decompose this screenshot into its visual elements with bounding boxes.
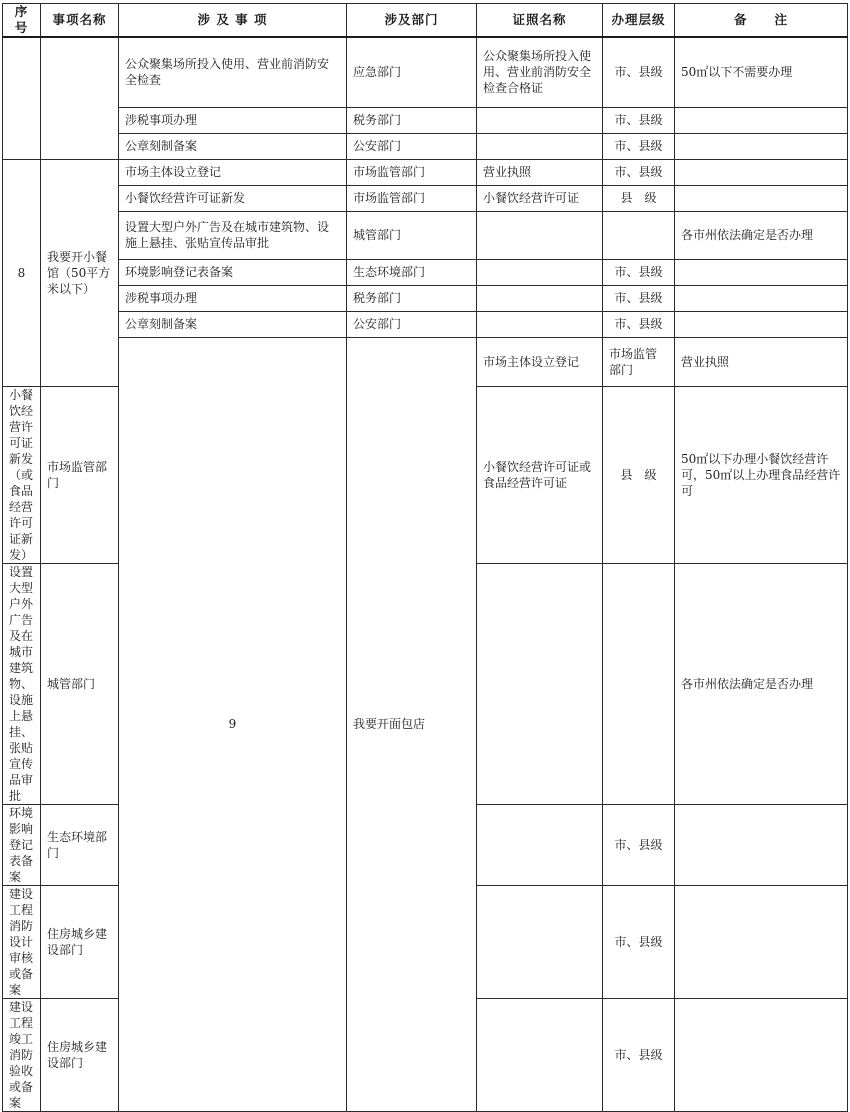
cell-cert: 小餐饮经营许可证 [477,185,603,211]
cell-cert [477,133,603,159]
cell-item: 环境影响登记表备案 [119,259,347,285]
cell-cert: 小餐饮经营许可证或食品经营许可证 [477,386,603,563]
cell-dept: 城管部门 [41,563,119,804]
table-header [3,4,848,38]
header-cert: 证照名称 [477,4,603,38]
cell-dept: 公安部门 [347,311,477,337]
cell-item: 涉税事项办理 [119,285,347,311]
cell-cert [477,885,603,998]
cell-cert [477,998,603,1111]
cell-item: 涉税事项办理 [119,107,347,133]
cell-cert [477,804,603,885]
cell-level: 县 级 [603,386,675,563]
cell-dept: 住房城乡建设部门 [41,998,119,1111]
cell-remark [675,885,848,998]
cell-level [603,211,675,259]
cell-item: 公章刻制备案 [119,311,347,337]
cell-item: 公章刻制备案 [119,133,347,159]
table-body [3,37,848,1111]
cell-remark [675,804,848,885]
cell-level: 市、县级 [603,285,675,311]
table-row [3,185,848,211]
cell-dept: 市场监管部门 [347,185,477,211]
group-index: 8 [3,159,41,386]
cell-dept: 税务部门 [347,285,477,311]
cell-dept: 城管部门 [347,211,477,259]
cell-cert: 营业执照 [477,159,603,185]
cell-cert: 公众聚集场所投入使用、营业前消防安全检查合格证 [477,37,603,107]
cell-remark: 各市州依法确定是否办理 [675,211,848,259]
table-row [3,159,848,185]
cell-dept: 应急部门 [347,37,477,107]
cell-cert [477,259,603,285]
table-row [3,211,848,259]
group-name: 我要开小餐馆（50平方米以下） [41,159,119,386]
table-row [3,285,848,311]
cell-dept: 生态环境部门 [41,804,119,885]
cell-level: 市、县级 [603,998,675,1111]
cell-level [603,563,675,804]
cell-remark [675,159,848,185]
cell-remark [675,259,848,285]
cell-cert [477,107,603,133]
cell-dept: 市场监管部门 [41,386,119,563]
cell-item: 设置大型户外广告及在城市建筑物、设施上悬挂、张贴宣传品审批 [3,563,41,804]
cell-remark [675,133,848,159]
table-row [3,337,848,386]
cell-dept: 税务部门 [347,107,477,133]
group-name [41,37,119,159]
cell-remark [675,107,848,133]
cell-level: 市、县级 [603,159,675,185]
cell-item: 建设工程竣工消防验收或备案 [3,998,41,1111]
table-row [3,133,848,159]
table-row [3,107,848,133]
table-row [3,311,848,337]
cell-item: 环境影响登记表备案 [3,804,41,885]
cell-remark: 50㎡以下不需要办理 [675,37,848,107]
group-name: 我要开面包店 [347,337,477,1111]
cell-level: 县 级 [603,185,675,211]
cell-dept: 市场监管部门 [603,337,675,386]
cell-remark: 50㎡以下办理小餐饮经营许可，50㎡以上办理食品经营许可 [675,386,848,563]
cell-cert [477,211,603,259]
cell-level: 市、县级 [603,37,675,107]
cell-level: 市、县级 [603,885,675,998]
cell-item: 小餐饮经营许可证新发（或食品经营许可证新发） [3,386,41,563]
header-name: 事项名称 [41,4,119,38]
cell-item: 公众聚集场所投入使用、营业前消防安全检查 [119,37,347,107]
cell-dept: 住房城乡建设部门 [41,885,119,998]
cell-item: 建设工程消防设计审核或备案 [3,885,41,998]
header-level: 办理层级 [603,4,675,38]
matters-table [2,3,848,1112]
cell-cert [477,285,603,311]
cell-remark [675,311,848,337]
header-idx: 序号 [3,4,41,38]
cell-cert [477,311,603,337]
header-remark: 备 注 [675,4,848,38]
cell-level: 市、县级 [603,311,675,337]
cell-level: 市、县级 [603,133,675,159]
cell-dept: 生态环境部门 [347,259,477,285]
table-row [3,37,848,107]
header-item: 涉 及 事 项 [119,4,347,38]
group-index: 9 [119,337,347,1111]
cell-level: 市、县级 [603,107,675,133]
cell-item: 设置大型户外广告及在城市建筑物、设施上悬挂、张贴宣传品审批 [119,211,347,259]
cell-item: 市场主体设立登记 [477,337,603,386]
cell-cert: 营业执照 [675,337,848,386]
cell-cert [477,563,603,804]
header-dept: 涉及部门 [347,4,477,38]
cell-remark: 各市州依法确定是否办理 [675,563,848,804]
cell-remark [675,285,848,311]
cell-level: 市、县级 [603,259,675,285]
cell-dept: 市场监管部门 [347,159,477,185]
cell-dept: 公安部门 [347,133,477,159]
cell-level: 市、县级 [603,804,675,885]
cell-remark [675,998,848,1111]
group-index [3,37,41,159]
header-row [3,4,848,38]
cell-remark [675,185,848,211]
cell-item: 市场主体设立登记 [119,159,347,185]
table-row [3,259,848,285]
cell-item: 小餐饮经营许可证新发 [119,185,347,211]
